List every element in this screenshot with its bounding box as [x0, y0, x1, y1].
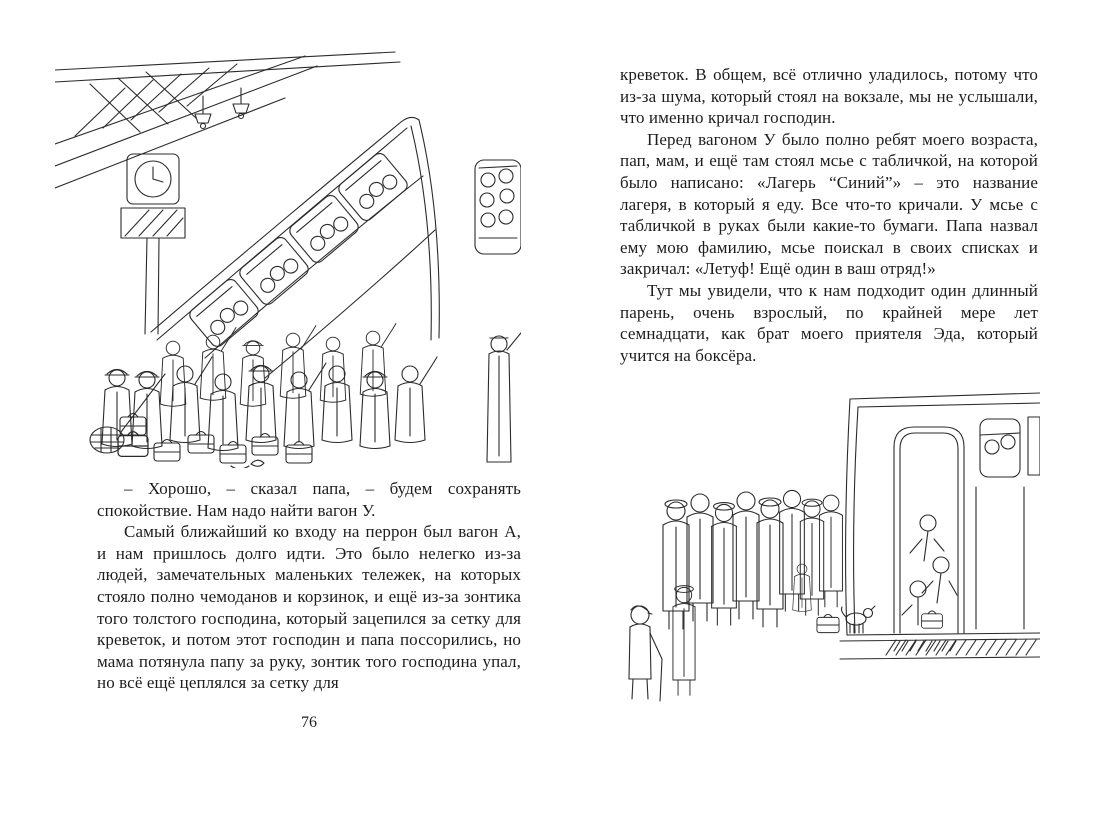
track-hatching [840, 639, 1040, 659]
paragraph-continuation: креветок. В общем, всё отлично уладилось, потому что из-за шума, который стоял на вокзале, мы не услышали, что именно кричал господин. [620, 65, 1038, 128]
illustration-boarding-queue [588, 383, 1040, 715]
platform-crowd [102, 324, 437, 451]
page-number: 76 [301, 714, 317, 731]
boarding-kids [902, 515, 957, 628]
ground-suitcase [817, 614, 839, 632]
paragraph: Самый ближайший ко входу на перрон был вагон А, и нам пришлось долго идти. Это было нелегко из-за людей, замечательных маленьких тележек, на которых стояло полно чемоданов и корзинок, и ещё из-за зонтика того толстого господина, который зацепился за сетку для креветок, и потом этот господин и папа поссорились, но мама потянула папу за руку, зонтик того господина упал, но всё ещё цеплялся за сетку для [97, 522, 521, 693]
paragraph: Перед вагоном У было полно ребят моего возраста, пап, мам, и ещё там стоял мсье с табличкой, на которой было написано: «Лагерь “Синий”» – это название лагеря, в который я еду. Все что-то кричали. У мсье с табличкой в руках были какие-то бумаги. Папа назвал ему мою фамилию, мсье поискал в своих списках и закричал: «Летуф! Ещё один в ваш отряд!» [620, 129, 1038, 279]
right-page [588, 0, 1040, 825]
right-page-text [620, 64, 1038, 366]
paragraph-dialogue: – Хорошо, – сказал папа, – будем сохранять спокойствие. Нам надо найти вагон У. [97, 479, 521, 520]
shrimp-net [90, 374, 165, 453]
tall-man [487, 322, 521, 462]
paragraph: Тут мы увидели, что к нам подходит один длинный парень, очень взрослый, по крайней мере лет семнадцати, как брат моего приятеля Эда, который учится на боксёра. [620, 280, 1038, 365]
parents-queue [663, 490, 842, 695]
left-page-text [97, 478, 521, 694]
ground-squiggle [231, 460, 264, 468]
left-page [55, 0, 521, 825]
station-clock [121, 154, 185, 334]
train-car [846, 393, 1040, 635]
station-roof [55, 52, 400, 188]
illustration-train-platform [55, 48, 521, 468]
train-platform-drawing-icon [55, 48, 521, 468]
beret-man [629, 606, 662, 701]
boarding-queue-drawing-icon [588, 383, 1040, 715]
far-window [475, 160, 521, 254]
